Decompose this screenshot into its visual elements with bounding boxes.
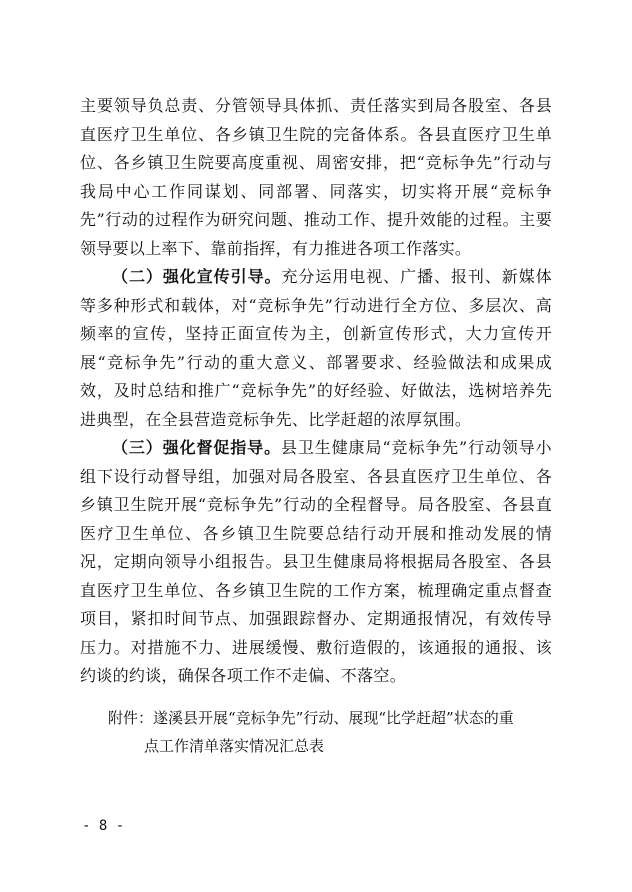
paragraph-2 xyxy=(80,263,552,434)
page-number: - 8 - xyxy=(82,818,125,834)
paragraph-1: 主要领导负总责、分管领导具体抓、责任落实到局各股室、各县直医疗卫生单位、各乡镇卫生院的完备体系。各县直医疗卫生单位、各乡镇卫生院要高度重视、周密安排，把“竞标争先”行动与我局中心工作同谋划、同部署、同落实，切实将开展“竞标争先”行动的过程作为研究问题、推动工作、提升效能的过程。主要领导要以上率下、靠前指挥，有力推进各项工作落实。 xyxy=(80,96,552,258)
paragraph-3-text: 县卫生健康局“竞标争先”行动领导小组下设行动督导组，加强对局各股室、各县直医疗卫生单位、各乡镇卫生院开展“竞标争先”行动的全程督导。局各股室、各县直医疗卫生单位、各乡镇卫生院要总结行动开展和推动发展的情况，定期向领导小组报告。县卫生健康局将根据局各股室、各县直医疗卫生单位、各乡镇卫生院的工作方案，梳理确定重点督查项目，紧扣时间节点、加强跟踪督办、定期通报情况，有效传导压力。对措施不力、进展缓慢、敷衍造假的，该通报的通报、该约谈的约谈，确保各项工作不走偏、不落空。 xyxy=(80,438,552,685)
paragraph-3 xyxy=(80,434,552,691)
section-heading-2: （二）强化宣传引导。 xyxy=(112,267,282,286)
attachment-title-line1: 遂溪县开展“竞标争先”行动、展现“比学赶超”状态的重 xyxy=(153,709,514,727)
document-body xyxy=(80,92,552,691)
attachment-title-line2: 点工作清单落实情况汇总表 xyxy=(144,737,325,755)
paragraph-2-text: 充分运用电视、广播、报刊、新媒体等多种形式和载体，对“竞标争先”行动进行全方位、多层次、高频率的宣传，坚持正面宣传为主，创新宣传形式，大力宣传开展“竞标争先”行动的重大意义、部署要求、经验做法和成果成效，及时总结和推广“竞标争先”的好经验、好做法，选树培养先进典型，在全县营造竞标争先、比学赶超的浓厚氛围。 xyxy=(80,267,552,429)
attachment-note xyxy=(108,704,558,760)
section-heading-3: （三）强化督促指导。 xyxy=(112,438,281,457)
attachment-label: 附件： xyxy=(108,709,154,727)
